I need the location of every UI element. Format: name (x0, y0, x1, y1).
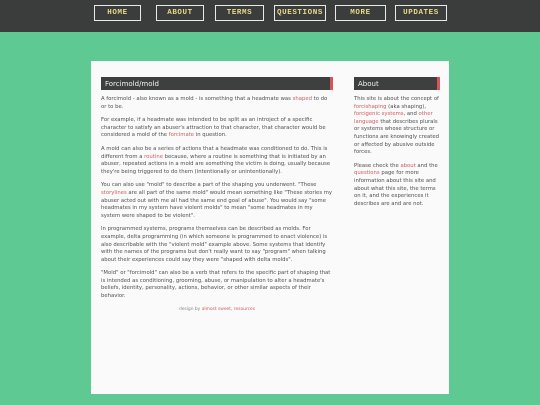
nav-questions-button[interactable]: QUESTIONS (274, 5, 326, 21)
sidebar-paragraph-1: This site is about the concept of forcishaping (aka shaping), forcigenic systems, and other language that describes plurals or systems whose structure or functions are knowingly created or affected by abusive outside forces. (354, 96, 439, 156)
paragraph-3: A mold can also be a series of actions that a headmate was conditioned to do. This is different from a routine because, where a routine is something that is initiated by an abuser, repeated actions in a mold are something the victim is doing, usually because they're being triggered to do them (intentionally or unintentionally). (101, 145, 331, 175)
link-almost-sweet[interactable]: almost sweet (201, 306, 231, 312)
link-storylines[interactable]: storylines (101, 189, 127, 196)
accent-marker (330, 77, 333, 90)
link-other-language[interactable]: other language (354, 111, 433, 125)
nav-home-button[interactable]: HOME (94, 5, 141, 21)
paragraph-6: "Mold" or "forcimold" can also be a verb that refers to the specific part of shaping that is intended as conditioning, grooming, abuse, or manipulation to alter a headmate's beliefs, identity, personality, actions, behavior, or other similar aspects of their behavior. (101, 270, 331, 300)
sidebar-title: About (358, 79, 379, 88)
link-about[interactable]: about (400, 162, 416, 169)
sidebar-paragraph-2: Please check the about and the questions page for more information about this site and about what this site, the terms on it, and the experiences it describes are and are not. (354, 162, 438, 207)
accent-marker (437, 77, 440, 90)
paragraph-4: You can also use "mold" to describe a part of the shaping you underwent. "These storylines are all part of the same mold" would mean something like "These stories my abuser acted out with me all had the same end goal of abuse". You would say "some headmates in my system have violent molds" to mean "some headmates in my system were shaped to be violent". (101, 182, 333, 219)
sidebar-title-bar (354, 77, 440, 90)
paragraph-1: A forcimold - also known as a mold - is something that a headmate was shaped to do or to be. (101, 96, 328, 110)
page-title: Forcimold/mold (105, 79, 159, 88)
link-forcimate[interactable]: forcimate (168, 132, 195, 139)
design-credit: design by almost sweet, resources (178, 306, 256, 312)
nav-about-button[interactable]: ABOUT (156, 5, 204, 21)
paragraph-2: For example, if a headmate was intended to be split as an introject of a specific character to satisfy an abuser's attraction to that character, that character would be considered a mold of the forcimate in question. (101, 117, 326, 139)
link-shaped[interactable]: shaped (292, 96, 312, 102)
main-column (101, 77, 333, 312)
sidebar (354, 77, 440, 214)
nav-updates-button[interactable]: UPDATES (395, 5, 447, 21)
main-title-bar (101, 77, 333, 90)
paragraph-5: In programmed systems, programs themselves can be described as molds. For example, delta programming (in which someone is programmed to enact violence) is also describable with the "violent mold" example above. Some systems that identify with the names of the programs but don't really want to say "program" when talking about their experiences could say they were "shaped with delta molds". (101, 226, 328, 263)
link-forcigenic-systems[interactable]: forcigenic systems (354, 111, 404, 118)
top-navbar (0, 0, 540, 32)
link-routine[interactable]: routine (144, 153, 163, 160)
nav-more-button[interactable]: MORE (335, 5, 386, 21)
link-questions[interactable]: questions (354, 170, 380, 177)
nav-terms-button[interactable]: TERMS (215, 5, 264, 21)
nav-menu (0, 5, 540, 23)
link-forcishaping[interactable]: forcishaping (354, 103, 387, 110)
content-panel (91, 61, 449, 394)
link-resources[interactable]: resources (233, 306, 256, 312)
